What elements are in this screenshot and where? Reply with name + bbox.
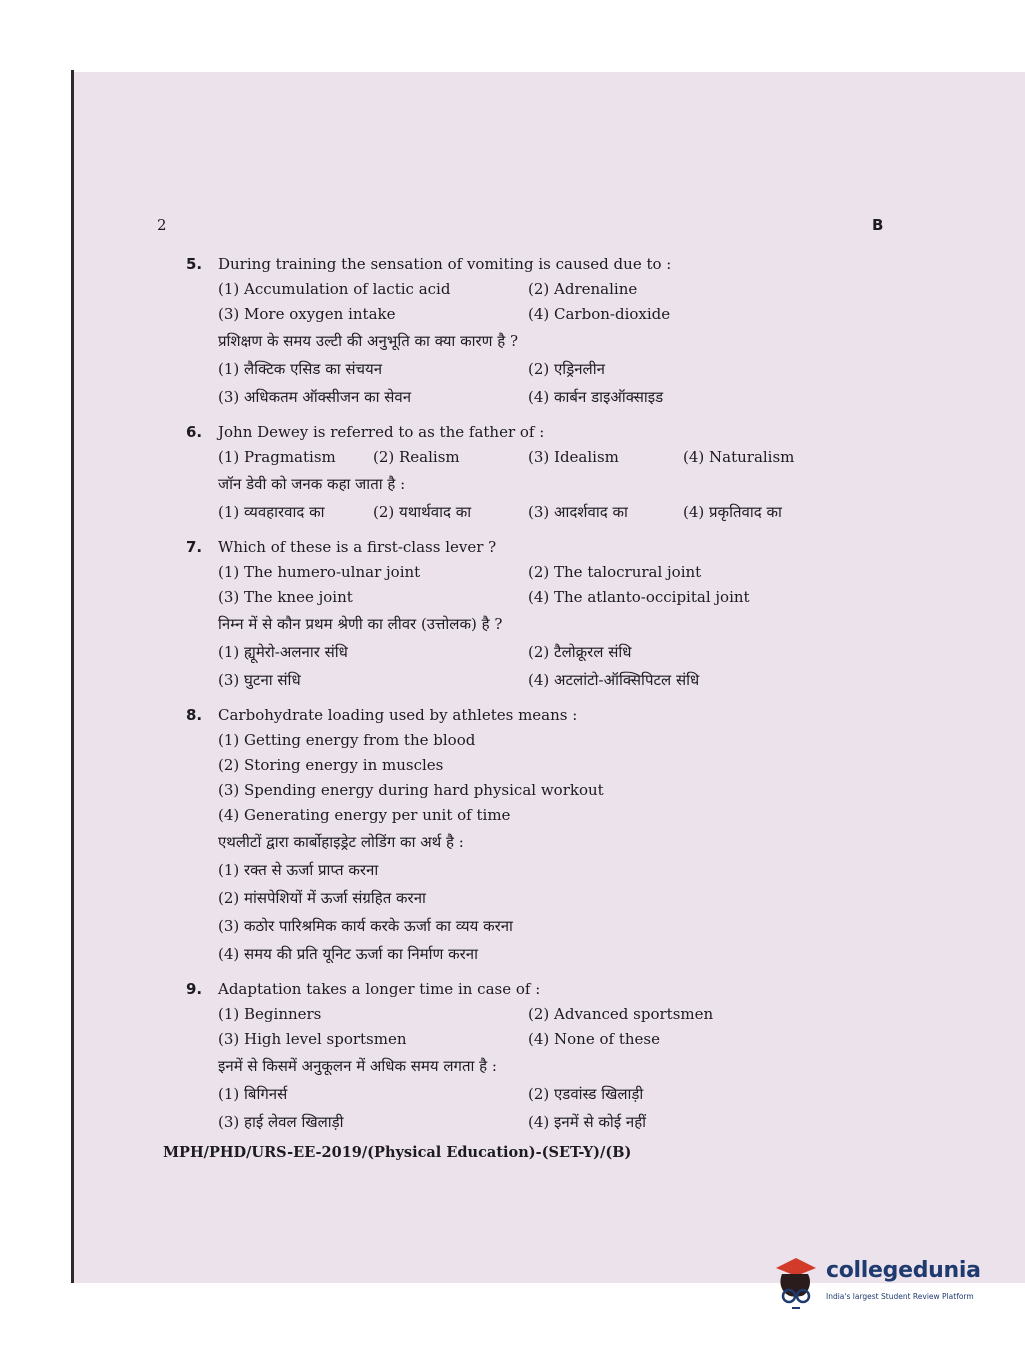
option: (1) रक्त से ऊर्जा प्राप्त करना — [218, 861, 379, 879]
question-6 — [186, 420, 866, 526]
option: (4) Carbon-dioxide — [528, 305, 671, 323]
option: (2) यथार्थवाद का — [373, 503, 472, 521]
option: (3) More oxygen intake — [218, 305, 396, 323]
logo-wordmark: collegedunia — [826, 1258, 981, 1283]
option: (3) High level sportsmen — [218, 1030, 407, 1048]
question-text-hi: निम्न में से कौन प्रथम श्रेणी का लीवर (उत्तोलक) है ? — [218, 615, 503, 633]
option: (3) The knee joint — [218, 588, 353, 606]
question-text-en: Carbohydrate loading used by athletes means : — [218, 706, 578, 724]
question-text-hi: इनमें से किसमें अनुकूलन में अधिक समय लगता है : — [218, 1057, 497, 1075]
option: (4) Generating energy per unit of time — [218, 806, 511, 824]
option: (3) हाई लेवल खिलाड़ी — [218, 1113, 344, 1131]
question-text-hi: एथलीटों द्वारा कार्बोहाइड्रेट लोडिंग का अर्थ है : — [218, 833, 464, 851]
option: (1) The humero-ulnar joint — [218, 563, 421, 581]
question-text-en: During training the sensation of vomiting is caused due to : — [218, 255, 672, 273]
option: (2) Storing energy in muscles — [218, 756, 444, 774]
option: (4) Naturalism — [683, 448, 795, 466]
question-number: 8. — [186, 706, 203, 724]
option: (2) एड्रिनलीन — [528, 360, 605, 378]
option: (3) घुटना संधि — [218, 671, 301, 689]
collegedunia-logo — [770, 1254, 1000, 1316]
option: (1) ह्यूमेरो-अलनार संधि — [218, 643, 348, 661]
question-9 — [186, 977, 866, 1136]
page-number: 2 — [157, 216, 167, 234]
question-text-hi: प्रशिक्षण के समय उल्टी की अनुभूति का क्या कारण है ? — [218, 332, 519, 350]
option: (4) None of these — [528, 1030, 660, 1048]
question-number: 9. — [186, 980, 203, 998]
question-number: 7. — [186, 538, 203, 556]
option: (2) एडवांस्ड खिलाड़ी — [528, 1085, 644, 1103]
option: (4) प्रकृतिवाद का — [683, 503, 782, 521]
option: (2) Advanced sportsmen — [528, 1005, 714, 1023]
option: (2) Realism — [373, 448, 460, 466]
set-letter: B — [872, 216, 884, 234]
question-number: 5. — [186, 255, 203, 273]
mascot-icon — [770, 1254, 822, 1312]
option: (1) Accumulation of lactic acid — [218, 280, 451, 298]
question-text-hi: जॉन डेवी को जनक कहा जाता है : — [218, 475, 406, 493]
option: (3) Spending energy during hard physical workout — [218, 781, 604, 799]
question-5 — [186, 252, 866, 411]
option: (2) The talocrural joint — [528, 563, 702, 581]
option: (1) लैक्टिक एसिड का संचयन — [218, 360, 383, 378]
logo-tagline: India's largest Student Review Platform — [826, 1292, 974, 1301]
option: (4) The atlanto-occipital joint — [528, 588, 750, 606]
option: (1) Pragmatism — [218, 448, 336, 466]
option: (1) Beginners — [218, 1005, 322, 1023]
question-8 — [186, 703, 866, 968]
question-number: 6. — [186, 423, 203, 441]
option: (4) कार्बन डाइऑक्साइड — [528, 388, 664, 406]
option: (3) Idealism — [528, 448, 619, 466]
option: (1) व्यवहारवाद का — [218, 503, 325, 521]
paper-code-footer: MPH/PHD/URS-EE-2019/(Physical Education)-(SET-Y)/(B) — [163, 1144, 632, 1161]
option: (4) इनमें से कोई नहीं — [528, 1113, 647, 1131]
option: (4) समय की प्रति यूनिट ऊर्जा का निर्माण करना — [218, 945, 479, 963]
option: (3) आदर्शवाद का — [528, 503, 628, 521]
option: (2) टैलोक्रूरल संधि — [528, 643, 632, 661]
question-text-en: John Dewey is referred to as the father of : — [218, 423, 545, 441]
option: (3) कठोर पारिश्रमिक कार्य करके ऊर्जा का व्यय करना — [218, 917, 513, 935]
option: (2) Adrenaline — [528, 280, 638, 298]
option: (2) मांसपेशियों में ऊर्जा संग्रहित करना — [218, 889, 426, 907]
question-text-en: Adaptation takes a longer time in case of : — [218, 980, 541, 998]
questions — [186, 252, 866, 1145]
option: (1) Getting energy from the blood — [218, 731, 476, 749]
question-7 — [186, 535, 866, 694]
question-text-en: Which of these is a first-class lever ? — [218, 538, 497, 556]
option: (3) अधिकतम ऑक्सीजन का सेवन — [218, 388, 412, 406]
option: (1) बिगिनर्स — [218, 1085, 288, 1103]
option: (4) अटलांटो-ऑक्सिपिटल संधि — [528, 671, 700, 689]
